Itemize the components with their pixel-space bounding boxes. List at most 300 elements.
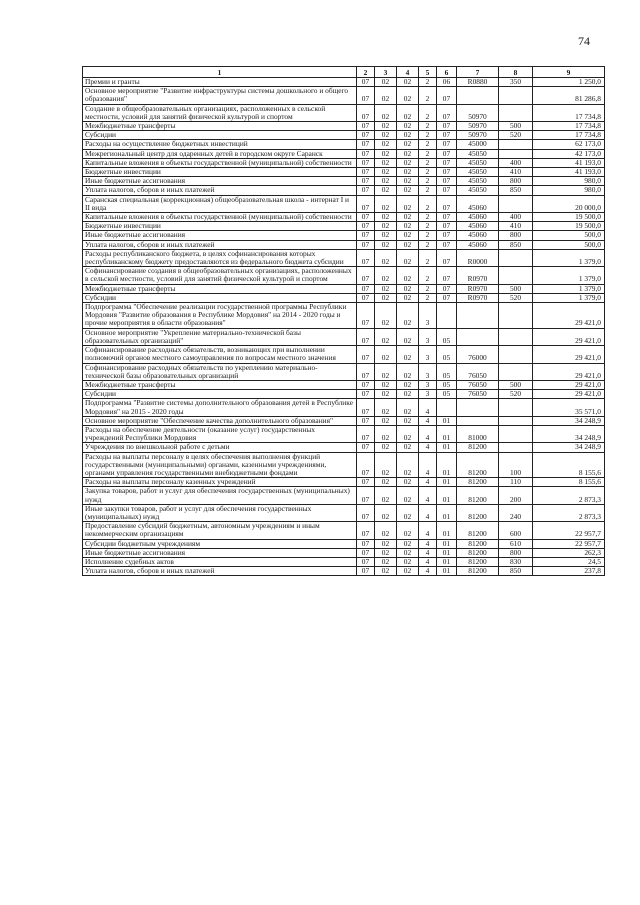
table-row: [83, 195, 605, 212]
row-col-2: 07: [357, 363, 375, 380]
row-col-8: 200: [499, 487, 533, 504]
row-col-8: 850: [499, 567, 533, 576]
row-name: Капитальные вложения в объекты государственной (муниципальной) собственности: [83, 158, 357, 167]
row-name: Межбюджетные трансферты: [83, 380, 357, 389]
row-col-4: 02: [397, 140, 419, 149]
row-col-4: 02: [397, 557, 419, 566]
row-name: Уплата налогов, сборов и иных платежей: [83, 186, 357, 195]
row-col-4: 02: [397, 213, 419, 222]
row-col-6: 01: [437, 504, 457, 521]
row-col-2: 07: [357, 240, 375, 249]
row-amount: 41 193,0: [533, 168, 605, 177]
row-amount: 1 379,0: [533, 249, 605, 266]
row-col-7: 45060: [457, 231, 499, 240]
row-col-4: 02: [397, 346, 419, 363]
row-col-7: 45060: [457, 240, 499, 249]
row-col-6: 01: [437, 548, 457, 557]
row-col-7: R0000: [457, 249, 499, 266]
row-col-8: 400: [499, 213, 533, 222]
row-col-2: 07: [357, 158, 375, 167]
row-col-2: 07: [357, 557, 375, 566]
row-col-4: 02: [397, 267, 419, 284]
row-col-5: 4: [419, 504, 437, 521]
row-col-8: 610: [499, 539, 533, 548]
row-amount: 17 734,8: [533, 104, 605, 121]
row-col-3: 02: [375, 140, 397, 149]
row-amount: 22 957,7: [533, 522, 605, 539]
row-col-7: 76050: [457, 380, 499, 389]
table-row: [83, 87, 605, 104]
row-col-4: 02: [397, 78, 419, 87]
table-row: [83, 78, 605, 87]
row-col-3: 02: [375, 122, 397, 131]
row-col-4: 02: [397, 425, 419, 442]
row-col-3: 02: [375, 557, 397, 566]
row-col-5: 3: [419, 363, 437, 380]
row-amount: 29 421,0: [533, 328, 605, 345]
row-name: Межбюджетные трансферты: [83, 122, 357, 131]
row-col-2: 07: [357, 390, 375, 399]
row-col-5: 4: [419, 548, 437, 557]
table-row: [83, 380, 605, 389]
header-cell: 2: [357, 67, 375, 78]
row-col-2: 07: [357, 284, 375, 293]
row-col-3: 02: [375, 522, 397, 539]
row-col-6: 05: [437, 380, 457, 389]
row-name: Субсидии бюджетным учреждениям: [83, 539, 357, 548]
row-col-4: 02: [397, 443, 419, 452]
row-col-7: [457, 399, 499, 416]
row-col-3: 02: [375, 363, 397, 380]
row-col-8: [499, 249, 533, 266]
row-col-7: 81000: [457, 425, 499, 442]
row-col-6: 01: [437, 487, 457, 504]
row-col-7: 81200: [457, 452, 499, 478]
row-col-5: 2: [419, 104, 437, 121]
row-col-7: 50970: [457, 104, 499, 121]
row-col-4: 02: [397, 104, 419, 121]
row-col-3: 02: [375, 346, 397, 363]
table-row: [83, 567, 605, 576]
row-col-8: 110: [499, 478, 533, 487]
row-col-7: 81200: [457, 522, 499, 539]
row-col-2: 07: [357, 122, 375, 131]
row-name: Основное мероприятие "Укрепление материально-технической базы образовательных организаций": [83, 328, 357, 345]
row-col-7: 45050: [457, 168, 499, 177]
row-col-4: 02: [397, 452, 419, 478]
row-col-6: 07: [437, 104, 457, 121]
row-amount: 29 421,0: [533, 346, 605, 363]
table-row: [83, 539, 605, 548]
row-amount: 980,0: [533, 186, 605, 195]
table-row: [83, 452, 605, 478]
row-col-5: 4: [419, 567, 437, 576]
row-col-7: R0970: [457, 284, 499, 293]
row-col-5: 2: [419, 140, 437, 149]
row-name: Расходы на выплаты персоналу в целях обеспечения выполнения функций государственными (муниципальными) органами, казенными учреждениями, органами управления государственными внебюджетными фондами: [83, 452, 357, 478]
row-col-4: 02: [397, 303, 419, 329]
row-col-4: 02: [397, 478, 419, 487]
table-row: [83, 186, 605, 195]
row-name: Подпрограмма "Развитие системы дополнительного образования детей в Республике Мордовия" на 2015 - 2020 годы: [83, 399, 357, 416]
row-col-5: 2: [419, 158, 437, 167]
row-name: Софинансирование расходных обязательств, возникающих при выполнении полномочий органов местного самоуправления по вопросам местного значения: [83, 346, 357, 363]
row-col-7: 76050: [457, 390, 499, 399]
table-row: [83, 104, 605, 121]
row-col-5: 2: [419, 267, 437, 284]
row-amount: 62 173,0: [533, 140, 605, 149]
row-amount: 980,0: [533, 177, 605, 186]
row-col-6: 07: [437, 195, 457, 212]
row-name: Иные бюджетные ассигнования: [83, 177, 357, 186]
row-col-5: 4: [419, 452, 437, 478]
row-col-3: 02: [375, 293, 397, 302]
row-col-4: 02: [397, 87, 419, 104]
row-col-8: [499, 443, 533, 452]
row-amount: 34 248,9: [533, 416, 605, 425]
row-col-7: 45050: [457, 149, 499, 158]
row-col-2: 07: [357, 346, 375, 363]
row-amount: 237,8: [533, 567, 605, 576]
row-amount: 42 173,0: [533, 149, 605, 158]
row-col-5: 2: [419, 240, 437, 249]
row-col-6: 01: [437, 522, 457, 539]
row-col-8: [499, 140, 533, 149]
row-col-7: 45050: [457, 158, 499, 167]
row-col-2: 07: [357, 131, 375, 140]
row-name: Предоставление субсидий бюджетным, автономным учреждениям и иным некоммерческим организациям: [83, 522, 357, 539]
table-row: [83, 293, 605, 302]
row-col-2: 07: [357, 213, 375, 222]
row-name: Подпрограмма "Обеспечение реализации государственной программы Республики Мордовия "Развитие образования в Республике Мордовия" на 2014 - 2020 годы и прочие мероприятия в области образования": [83, 303, 357, 329]
row-col-3: 02: [375, 548, 397, 557]
table-row: [83, 249, 605, 266]
row-col-6: 07: [437, 149, 457, 158]
row-name: Расходы на обеспечение деятельности (оказание услуг) государственных учреждений Республики Мордовия: [83, 425, 357, 442]
row-name: Учреждения по внешкольной работе с детьми: [83, 443, 357, 452]
row-col-6: 07: [437, 158, 457, 167]
row-col-5: 2: [419, 213, 437, 222]
row-col-3: 02: [375, 240, 397, 249]
row-name: Исполнение судебных актов: [83, 557, 357, 566]
row-col-6: 07: [437, 186, 457, 195]
row-col-5: 2: [419, 131, 437, 140]
row-amount: 2 873,3: [533, 487, 605, 504]
row-col-8: 600: [499, 522, 533, 539]
row-col-3: 02: [375, 168, 397, 177]
table-row: [83, 140, 605, 149]
row-col-2: 07: [357, 104, 375, 121]
row-name: Расходы республиканского бюджета, в целях софинансирования которых республиканскому бюджету предоставляются из федерального бюджета субсидии: [83, 249, 357, 266]
row-col-6: 07: [437, 177, 457, 186]
header-cell: 6: [437, 67, 457, 78]
row-col-8: 800: [499, 231, 533, 240]
row-name: Саранская специальная (коррекционная) общеобразовательная школа - интернат I и II вида: [83, 195, 357, 212]
row-col-6: 01: [437, 567, 457, 576]
row-col-8: [499, 303, 533, 329]
row-col-5: 2: [419, 78, 437, 87]
row-name: Закупка товаров, работ и услуг для обеспечения государственных (муниципальных) нужд: [83, 487, 357, 504]
row-col-7: 76000: [457, 346, 499, 363]
row-col-8: 500: [499, 122, 533, 131]
header-cell: 3: [375, 67, 397, 78]
row-col-8: [499, 149, 533, 158]
row-col-2: 07: [357, 186, 375, 195]
row-col-8: 240: [499, 504, 533, 521]
row-col-2: 07: [357, 140, 375, 149]
row-col-2: 07: [357, 539, 375, 548]
row-col-5: 2: [419, 249, 437, 266]
table-row: [83, 416, 605, 425]
row-col-8: 520: [499, 390, 533, 399]
table-row: [83, 303, 605, 329]
row-col-8: 800: [499, 177, 533, 186]
row-col-5: 2: [419, 284, 437, 293]
row-col-6: 07: [437, 249, 457, 266]
row-col-7: [457, 416, 499, 425]
row-col-4: 02: [397, 249, 419, 266]
row-col-2: 07: [357, 425, 375, 442]
row-name: Бюджетные инвестиции: [83, 168, 357, 177]
row-col-3: 02: [375, 328, 397, 345]
row-col-5: 2: [419, 195, 437, 212]
row-col-5: 2: [419, 149, 437, 158]
row-col-6: 07: [437, 122, 457, 131]
row-col-5: 2: [419, 222, 437, 231]
table-row: [83, 131, 605, 140]
row-col-8: [499, 104, 533, 121]
row-col-6: 07: [437, 284, 457, 293]
table-row: [83, 231, 605, 240]
row-col-3: 02: [375, 231, 397, 240]
row-col-8: [499, 425, 533, 442]
row-col-5: 4: [419, 425, 437, 442]
row-col-6: 07: [437, 222, 457, 231]
row-amount: 29 421,0: [533, 380, 605, 389]
header-cell: 5: [419, 67, 437, 78]
row-amount: 19 500,0: [533, 213, 605, 222]
table-row: [83, 149, 605, 158]
row-col-6: 07: [437, 267, 457, 284]
row-col-3: 02: [375, 104, 397, 121]
row-col-4: 02: [397, 240, 419, 249]
row-name: Бюджетные инвестиции: [83, 222, 357, 231]
row-col-7: 81200: [457, 443, 499, 452]
table-row: [83, 267, 605, 284]
row-col-6: [437, 303, 457, 329]
row-amount: 34 248,9: [533, 425, 605, 442]
row-amount: 29 421,0: [533, 303, 605, 329]
row-col-7: 81200: [457, 487, 499, 504]
row-col-2: 07: [357, 522, 375, 539]
row-col-7: 45060: [457, 222, 499, 231]
row-col-3: 02: [375, 303, 397, 329]
row-col-7: [457, 303, 499, 329]
row-col-6: [437, 399, 457, 416]
row-col-4: 02: [397, 567, 419, 576]
row-amount: 8 155,6: [533, 452, 605, 478]
row-amount: 17 734,8: [533, 131, 605, 140]
row-amount: 500,0: [533, 231, 605, 240]
row-col-3: 02: [375, 504, 397, 521]
row-col-2: 07: [357, 195, 375, 212]
row-name: Расходы на выплаты персоналу казенных учреждений: [83, 478, 357, 487]
row-name: Субсидии: [83, 390, 357, 399]
row-col-4: 02: [397, 390, 419, 399]
row-col-4: 02: [397, 539, 419, 548]
table-row: [83, 390, 605, 399]
row-amount: 81 286,8: [533, 87, 605, 104]
row-col-6: 07: [437, 231, 457, 240]
row-col-3: 02: [375, 390, 397, 399]
row-col-2: 07: [357, 380, 375, 389]
row-amount: 2 873,3: [533, 504, 605, 521]
row-col-7: 81200: [457, 504, 499, 521]
row-col-2: 07: [357, 303, 375, 329]
page-number: 74: [578, 34, 590, 48]
row-col-5: 3: [419, 380, 437, 389]
row-col-8: 350: [499, 78, 533, 87]
header-cell: 9: [533, 67, 605, 78]
row-col-2: 07: [357, 168, 375, 177]
row-col-2: 07: [357, 87, 375, 104]
row-col-8: [499, 416, 533, 425]
row-col-2: 07: [357, 293, 375, 302]
row-col-4: 02: [397, 158, 419, 167]
row-col-6: 05: [437, 390, 457, 399]
row-col-2: 07: [357, 567, 375, 576]
row-col-7: [457, 87, 499, 104]
row-col-4: 02: [397, 293, 419, 302]
table-row: [83, 363, 605, 380]
row-col-2: 07: [357, 78, 375, 87]
row-col-6: 01: [437, 539, 457, 548]
row-col-2: 07: [357, 487, 375, 504]
row-col-5: 2: [419, 231, 437, 240]
row-col-5: 4: [419, 539, 437, 548]
table-row: [83, 213, 605, 222]
row-col-4: 02: [397, 222, 419, 231]
row-col-4: 02: [397, 149, 419, 158]
row-col-7: 45060: [457, 195, 499, 212]
table-row: [83, 443, 605, 452]
row-col-8: [499, 267, 533, 284]
row-col-8: 520: [499, 293, 533, 302]
row-col-3: 02: [375, 443, 397, 452]
row-col-4: 02: [397, 186, 419, 195]
table-row: [83, 557, 605, 566]
table-row: [83, 399, 605, 416]
row-col-4: 02: [397, 548, 419, 557]
row-col-3: 02: [375, 380, 397, 389]
row-name: Межбюджетные трансферты: [83, 284, 357, 293]
budget-table: [82, 66, 605, 576]
row-col-3: 02: [375, 158, 397, 167]
row-col-4: 02: [397, 284, 419, 293]
row-amount: 1 250,0: [533, 78, 605, 87]
row-name: Расходы на осуществление бюджетных инвестиций: [83, 140, 357, 149]
row-name: Уплата налогов, сборов и иных платежей: [83, 567, 357, 576]
row-col-7: R0970: [457, 293, 499, 302]
table-row: [83, 487, 605, 504]
row-col-3: 02: [375, 425, 397, 442]
row-col-5: 4: [419, 443, 437, 452]
row-col-6: 01: [437, 452, 457, 478]
row-col-4: 02: [397, 328, 419, 345]
row-col-8: 800: [499, 548, 533, 557]
row-col-8: 850: [499, 186, 533, 195]
row-col-5: 4: [419, 487, 437, 504]
row-col-3: 02: [375, 222, 397, 231]
row-col-4: 02: [397, 131, 419, 140]
row-col-5: 2: [419, 177, 437, 186]
row-col-6: 07: [437, 240, 457, 249]
row-col-2: 07: [357, 443, 375, 452]
row-col-7: 45060: [457, 213, 499, 222]
table-header-row: [83, 67, 605, 78]
table-row: [83, 168, 605, 177]
table-row: [83, 122, 605, 131]
row-col-7: 81200: [457, 478, 499, 487]
row-col-7: [457, 328, 499, 345]
row-col-2: 07: [357, 478, 375, 487]
row-col-4: 02: [397, 399, 419, 416]
row-col-8: 850: [499, 240, 533, 249]
row-col-8: [499, 363, 533, 380]
row-name: Иные бюджетные ассигнования: [83, 231, 357, 240]
row-col-6: 01: [437, 557, 457, 566]
row-col-7: 81200: [457, 557, 499, 566]
table-row: [83, 504, 605, 521]
row-col-8: 400: [499, 158, 533, 167]
row-col-8: [499, 195, 533, 212]
row-col-6: 07: [437, 87, 457, 104]
row-name: Иные закупки товаров, работ и услуг для обеспечения государственных (муниципальных) нужд: [83, 504, 357, 521]
row-amount: 8 155,6: [533, 478, 605, 487]
row-col-6: 07: [437, 213, 457, 222]
row-col-8: 410: [499, 222, 533, 231]
row-col-7: 45000: [457, 140, 499, 149]
row-col-2: 07: [357, 548, 375, 557]
row-col-3: 02: [375, 186, 397, 195]
row-col-7: R0970: [457, 267, 499, 284]
row-col-4: 02: [397, 177, 419, 186]
header-cell: 4: [397, 67, 419, 78]
row-col-6: 05: [437, 346, 457, 363]
row-col-8: 410: [499, 168, 533, 177]
table-row: [83, 478, 605, 487]
row-col-7: 50970: [457, 122, 499, 131]
row-name: Уплата налогов, сборов и иных платежей: [83, 240, 357, 249]
row-name: Субсидии: [83, 293, 357, 302]
row-amount: 262,3: [533, 548, 605, 557]
row-col-8: [499, 399, 533, 416]
table-row: [83, 522, 605, 539]
row-col-4: 02: [397, 168, 419, 177]
header-cell: 8: [499, 67, 533, 78]
row-col-3: 02: [375, 78, 397, 87]
header-cell: 7: [457, 67, 499, 78]
row-col-2: 07: [357, 399, 375, 416]
row-col-7: 76050: [457, 363, 499, 380]
row-col-5: 2: [419, 168, 437, 177]
row-col-3: 02: [375, 87, 397, 104]
row-name: Иные бюджетные ассигнования: [83, 548, 357, 557]
row-col-3: 02: [375, 487, 397, 504]
row-col-2: 07: [357, 149, 375, 158]
row-col-2: 07: [357, 249, 375, 266]
row-col-5: 4: [419, 522, 437, 539]
